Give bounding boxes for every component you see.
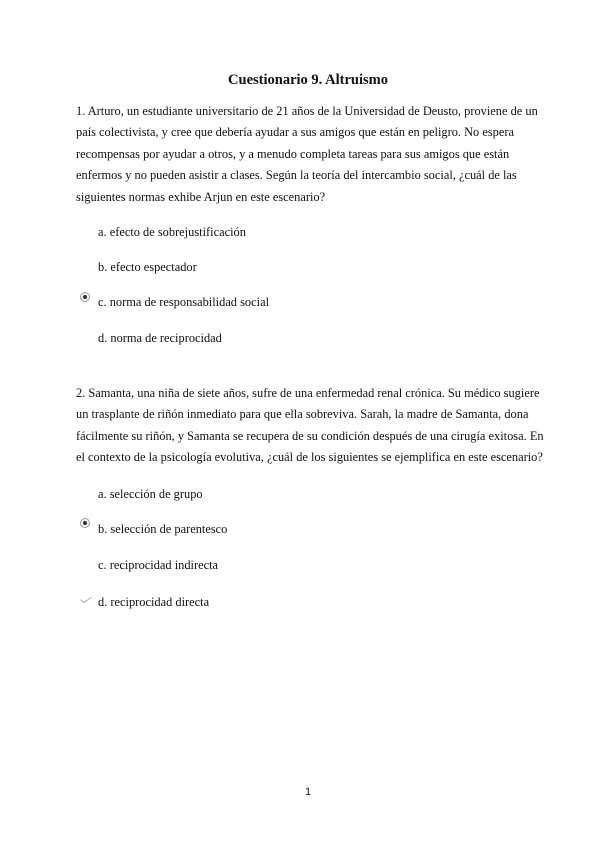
question-2-option-a[interactable]: a. selección de grupo — [98, 487, 203, 501]
radio-dot-icon — [83, 521, 87, 525]
page-number: 1 — [304, 786, 312, 798]
radio-selected-icon[interactable] — [80, 518, 90, 528]
document-title: Cuestionario 9. Altruismo — [228, 72, 388, 88]
question-2-option-c[interactable]: c. reciprocidad indirecta — [98, 558, 219, 572]
question-1-option-d[interactable]: d. norma de reciprocidad — [98, 331, 222, 345]
check-icon — [80, 596, 92, 604]
question-1-option-a[interactable]: a. efecto de sobrejustificación — [98, 225, 246, 239]
radio-dot-icon — [83, 295, 87, 299]
question-2-option-b[interactable]: b. selección de parentesco — [98, 522, 228, 536]
question-2-option-d[interactable]: d. reciprocidad directa — [98, 595, 210, 609]
radio-selected-icon[interactable] — [80, 292, 90, 302]
question-1-text: 1. Arturo, un estudiante universitario de 21 años de la Universidad de Deusto, proviene de un país colectivista, y cree que debería ayudar a sus amigos que están en peligro. No espera recompensas por ayudar a otros, y a menudo completa tareas para sus amigos que están enfermos y no pueden asistir a clases. Según la teoría del intercambio social, ¿cuál de las siguientes normas exhibe Arjun en este escenario? — [76, 104, 538, 204]
question-2-text: 2. Samanta, una niña de siete años, sufre de una enfermedad renal crónica. Su médico sugiere un trasplante de riñón inmediato para que ella sobreviva. Sarah, la madre de Samanta, dona fácilmente su riñón, y Samanta se recupera de su condición después de una cirugía exitosa. En el contexto de la psicología evolutiva, ¿cuál de los siguientes se ejemplifica en este escenario? — [76, 386, 544, 465]
question-1-option-c[interactable]: c. norma de responsabilidad social — [98, 295, 270, 309]
question-1-option-b[interactable]: b. efecto espectador — [98, 260, 197, 274]
